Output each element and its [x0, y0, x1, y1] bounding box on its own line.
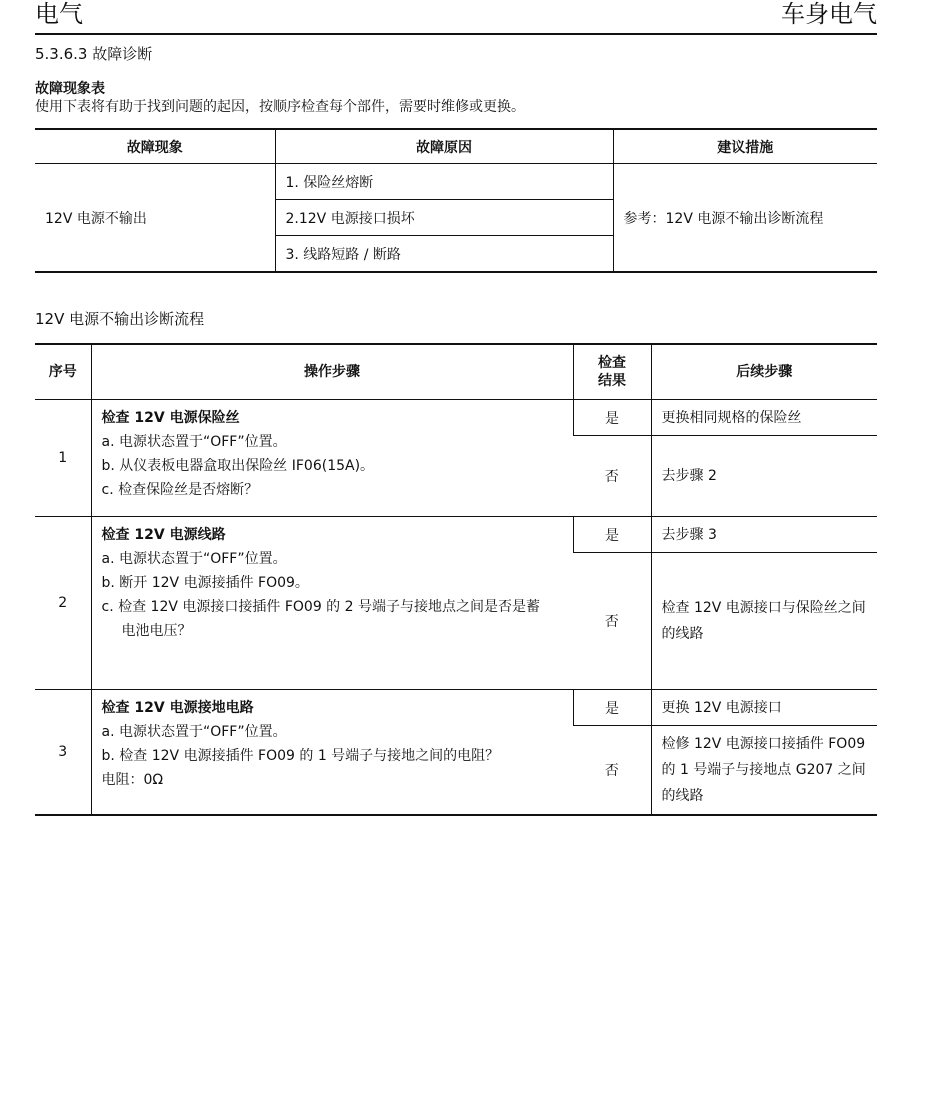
- table-row: [35, 400, 877, 436]
- step-ops: [91, 690, 573, 816]
- measure-cell: 参考：12V 电源不输出诊断流程: [613, 164, 877, 273]
- symptom-cell: 12V 电源不输出: [45, 210, 147, 227]
- step-ops: [91, 400, 573, 517]
- step-line: c. 检查保险丝是否熔断？: [101, 482, 259, 498]
- header-ops: 操作步骤: [91, 344, 573, 400]
- result-no: 否: [604, 763, 619, 779]
- header-next: 后续步骤: [651, 344, 877, 400]
- result-no: 否: [573, 436, 651, 517]
- symptom-table-header-row: [35, 129, 877, 164]
- header-symptom: 故障现象: [35, 129, 275, 164]
- step-line: b. 断开 12V 电源接插件 FO09。: [101, 575, 309, 591]
- header-chapter: 电气: [35, 0, 83, 28]
- next-step-no: 去步骤 2: [651, 436, 877, 517]
- step-line: a. 电源状态置于“OFF”位置。: [101, 724, 287, 740]
- next-step-no: 检查 12V 电源接口与保险丝之间的线路: [651, 553, 877, 690]
- document-page: [35, 0, 877, 816]
- table-row: [35, 517, 877, 553]
- table-row: [35, 164, 877, 200]
- cause-cell: 2.12V 电源接口损坏: [275, 200, 613, 236]
- step-line: 电阻：0Ω: [101, 772, 164, 788]
- next-step-no: 检修 12V 电源接口接插件 FO09 的 1 号端子与接地点 G207 之间的线路: [651, 726, 877, 816]
- next-step-yes: 去步骤 3: [651, 517, 877, 553]
- diagnostic-flow-table: [35, 343, 877, 816]
- next-step-yes: 更换 12V 电源接口: [651, 690, 877, 726]
- symptom-table-title: 故障现象表: [35, 81, 105, 97]
- step-line: a. 电源状态置于“OFF”位置。: [101, 434, 287, 450]
- step-title: 检查 12V 电源接地电路: [101, 700, 254, 716]
- result-no: 否: [573, 553, 651, 690]
- next-step-yes: 更换相同规格的保险丝: [651, 400, 877, 436]
- header-section: 车身电气: [781, 0, 877, 28]
- flow-title: 12V 电源不输出诊断流程: [35, 310, 205, 328]
- result-yes: 是: [573, 400, 651, 436]
- step-line: c. 检查 12V 电源接口接插件 FO09 的 2 号端子与接地点之间是否是蓄: [101, 599, 540, 615]
- result-yes: 是: [573, 517, 651, 553]
- step-line: a. 电源状态置于“OFF”位置。: [101, 551, 287, 567]
- step-ops: [91, 517, 573, 690]
- header-cause: 故障原因: [275, 129, 613, 164]
- step-title: 检查 12V 电源线路: [101, 527, 226, 543]
- page-header: [35, 0, 877, 35]
- cause-cell: 3. 线路短路 / 断路: [275, 236, 613, 273]
- flow-table-header-row: [35, 344, 877, 400]
- cause-cell: 1. 保险丝熔断: [275, 164, 613, 200]
- header-measure: 建议措施: [613, 129, 877, 164]
- step-line: b. 检查 12V 电源接插件 FO09 的 1 号端子与接地之间的电阻？: [101, 748, 500, 764]
- symptom-table: [35, 128, 877, 273]
- intro-text: 使用下表将有助于找到问题的起因，按顺序检查每个部件，需要时维修或更换。: [35, 99, 525, 115]
- step-title: 检查 12V 电源保险丝: [101, 410, 240, 426]
- step-line: b. 从仪表板电器盒取出保险丝 IF06(15A)。: [101, 458, 375, 474]
- step-number: 2: [35, 517, 91, 690]
- step-number: 3: [58, 744, 68, 760]
- header-seq: 序号: [35, 344, 91, 400]
- header-result: 检查 结果: [573, 344, 651, 400]
- table-row: [35, 690, 877, 726]
- step-number: 1: [35, 400, 91, 517]
- result-yes: 是: [573, 690, 651, 726]
- step-line: 电池电压？: [121, 623, 192, 639]
- section-title: 5.3.6.3 故障诊断: [35, 45, 153, 63]
